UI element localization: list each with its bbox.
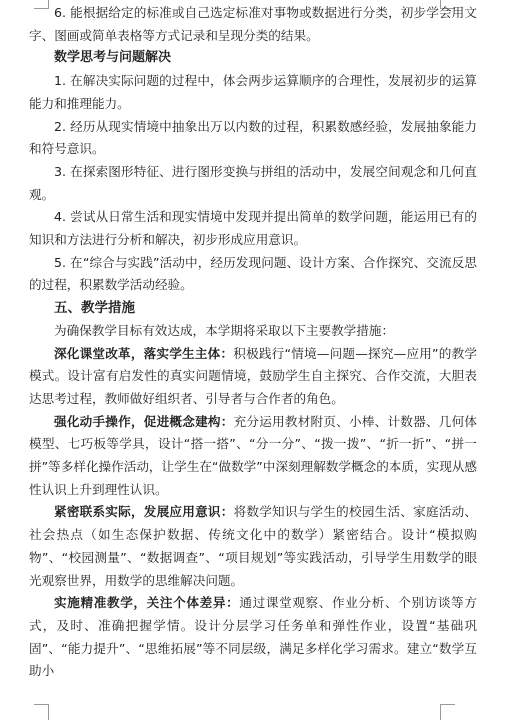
paragraph-measure-precision-teaching <box>29 592 477 683</box>
measure-body-classroom-reform: 积极践行“情境—问题—探究—应用”的教学模式。设计富有启发性的真实问题情境，鼓励学生自主探究、合作交流，大胆表达思考过程，教师做好组织者、引导者与合作者的角色。 <box>29 345 477 406</box>
paragraph-thinking-4: 4. 尝试从日常生活和现实情境中发现并提出简单的数学问题，能运用已有的知识和方法进行分析和解决，初步形成应用意识。 <box>29 209 477 248</box>
section-heading-math-thinking: 数学思考与问题解决 <box>54 50 172 66</box>
measure-lead-real-life: 紧密联系实际，发展应用意识： <box>54 504 234 520</box>
corner-crop-mark-bottom-left <box>34 704 49 720</box>
measure-lead-precision-teaching: 实施精准教学，关注个体差异： <box>54 595 240 611</box>
measure-body-precision-teaching: 通过课堂观察、作业分析、个别访谈等方式，及时、准确把握学情。设计分层学习任务单和弹性作业，设置“基础巩固”、“能力提升”、“思维拓展”等不同层级，满足多样化学习需求。建立“数学互助小 <box>29 595 478 679</box>
paragraph-measure-real-life <box>29 501 477 592</box>
measure-body-real-life: 将数学知识与学生的校园生活、家庭活动、社会热点（如生态保护数据、传统文化中的数学）紧密结合。设计“模拟购物”、“校园测量”、“数据调查”、“项目规划”等实践活动，引导学生用数学的眼光观察世界，用数学的思维解决问题。 <box>29 504 478 588</box>
paragraph-goal-6: 6. 能根据给定的标准或自己选定标准对事物或数据进行分类，初步学会用文字、图画或简单表格等方式记录和呈现分类的结果。 <box>29 5 477 43</box>
measure-body-hands-on: 充分运用教材附页、小棒、计数器、几何体模型、七巧板等学具，设计“搭一搭”、“分一分”、“拨一拨”、“折一折”、“拼一拼”等多样化操作活动，让学生在“做数学”中深刻理解数学概念的本质，实现从感性认识上升到理性认识。 <box>29 413 478 497</box>
paragraph-thinking-5: 5. 在“综合与实践”活动中，经历发现问题、设计方案、合作探究、交流反思的过程，积累数学活动经验。 <box>29 254 477 293</box>
measure-lead-hands-on: 强化动手操作，促进概念建构： <box>54 413 234 429</box>
paragraph-thinking-2: 2. 经历从现实情境中抽象出万以内数的过程，积累数感经验，发展抽象能力和符号意识。 <box>29 118 477 157</box>
paragraph-measure-classroom-reform <box>29 343 477 411</box>
document-body <box>29 2 477 683</box>
measure-lead-classroom-reform: 深化课堂改革，落实学生主体： <box>54 345 234 361</box>
paragraph-measure-hands-on <box>29 411 477 502</box>
paragraph-thinking-1: 1. 在解决实际问题的过程中，体会两步运算顺序的合理性，发展初步的运算能力和推理能力。 <box>29 73 477 111</box>
paragraph-thinking-3: 3. 在探索图形特征、进行图形变换与拼组的活动中，发展空间观念和几何直观。 <box>29 163 477 202</box>
corner-crop-mark-bottom-right <box>440 704 455 720</box>
paragraph-measures-intro: 为确保教学目标有效达成，本学期将采取以下主要教学措施： <box>54 322 395 338</box>
section-heading-teaching-measures: 五、教学措施 <box>54 300 135 317</box>
